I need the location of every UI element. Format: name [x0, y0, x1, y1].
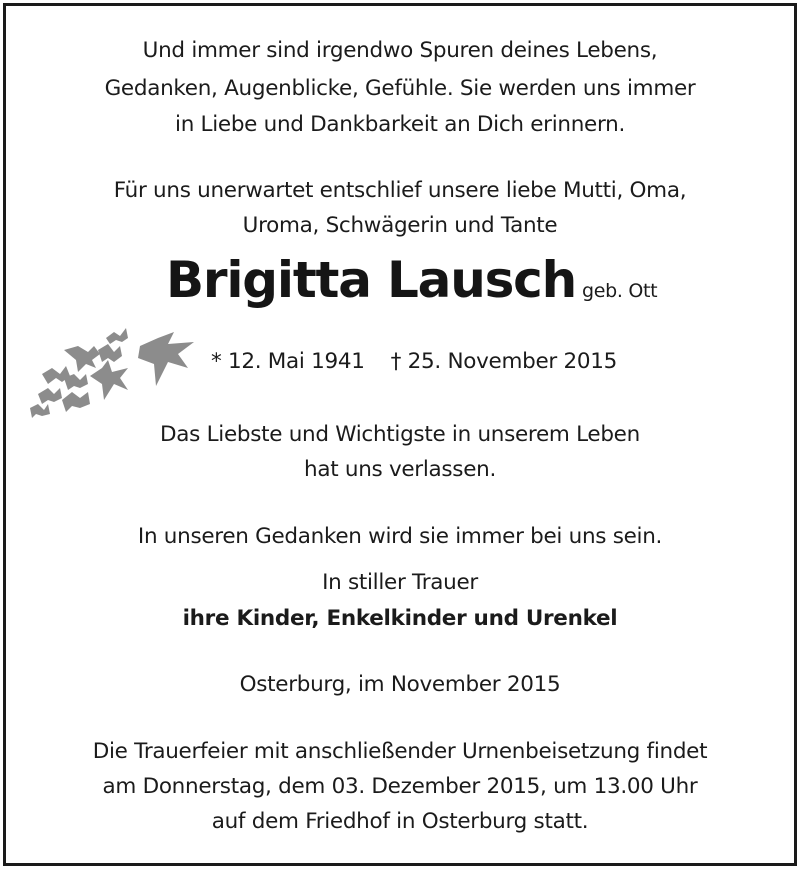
funeral-line: am Donnerstag, dem 03. Dezember 2015, um 13.00 Uhr	[102, 774, 698, 799]
funeral-line: auf dem Friedhof in Osterburg statt.	[211, 809, 589, 834]
funeral-line: Die Trauerfeier mit anschließender Urnenbeisetzung findet	[92, 739, 708, 764]
poem-line: Gedanken, Augenblicke, Gefühle. Sie werden uns immer	[104, 76, 696, 101]
poem-line: Und immer sind irgendwo Spuren deines Lebens,	[142, 38, 658, 63]
bird-icon	[38, 388, 62, 404]
bird-icon	[98, 344, 122, 362]
poem-line: in Liebe und Dankbarkeit an Dich erinnern.	[175, 112, 625, 137]
tribute-line: hat uns verlassen.	[304, 457, 496, 482]
life-dates	[211, 349, 617, 374]
maiden-name: geb. Ott	[581, 280, 658, 302]
remembrance-line: In unseren Gedanken wird sie immer bei uns sein.	[137, 524, 663, 549]
deceased-name: Brigitta Lausch	[166, 251, 576, 309]
obituary-frame	[3, 3, 797, 866]
bird-icon	[64, 346, 100, 372]
announcement-line: Für uns unerwartet entschlief unsere liebe Mutti, Oma,	[113, 178, 687, 203]
deceased-name-row	[166, 251, 657, 309]
place-date: Osterburg, im November 2015	[239, 672, 561, 697]
bird-icon	[138, 332, 194, 386]
tribute-line: Das Liebste und Wichtigste in unserem Leben	[160, 422, 640, 447]
bird-icon	[106, 328, 128, 344]
mourners-intro: In stiller Trauer	[322, 570, 478, 595]
bird-icon	[62, 392, 90, 412]
mourners-family: ihre Kinder, Enkelkinder und Urenkel	[182, 606, 618, 631]
death-date: † 25. November 2015	[390, 349, 617, 374]
bird-icon	[30, 404, 50, 418]
flying-birds-icon	[28, 324, 208, 424]
announcement-line: Uroma, Schwägerin und Tante	[242, 213, 558, 238]
bird-icon	[90, 360, 128, 400]
birth-date: * 12. Mai 1941	[211, 349, 365, 374]
